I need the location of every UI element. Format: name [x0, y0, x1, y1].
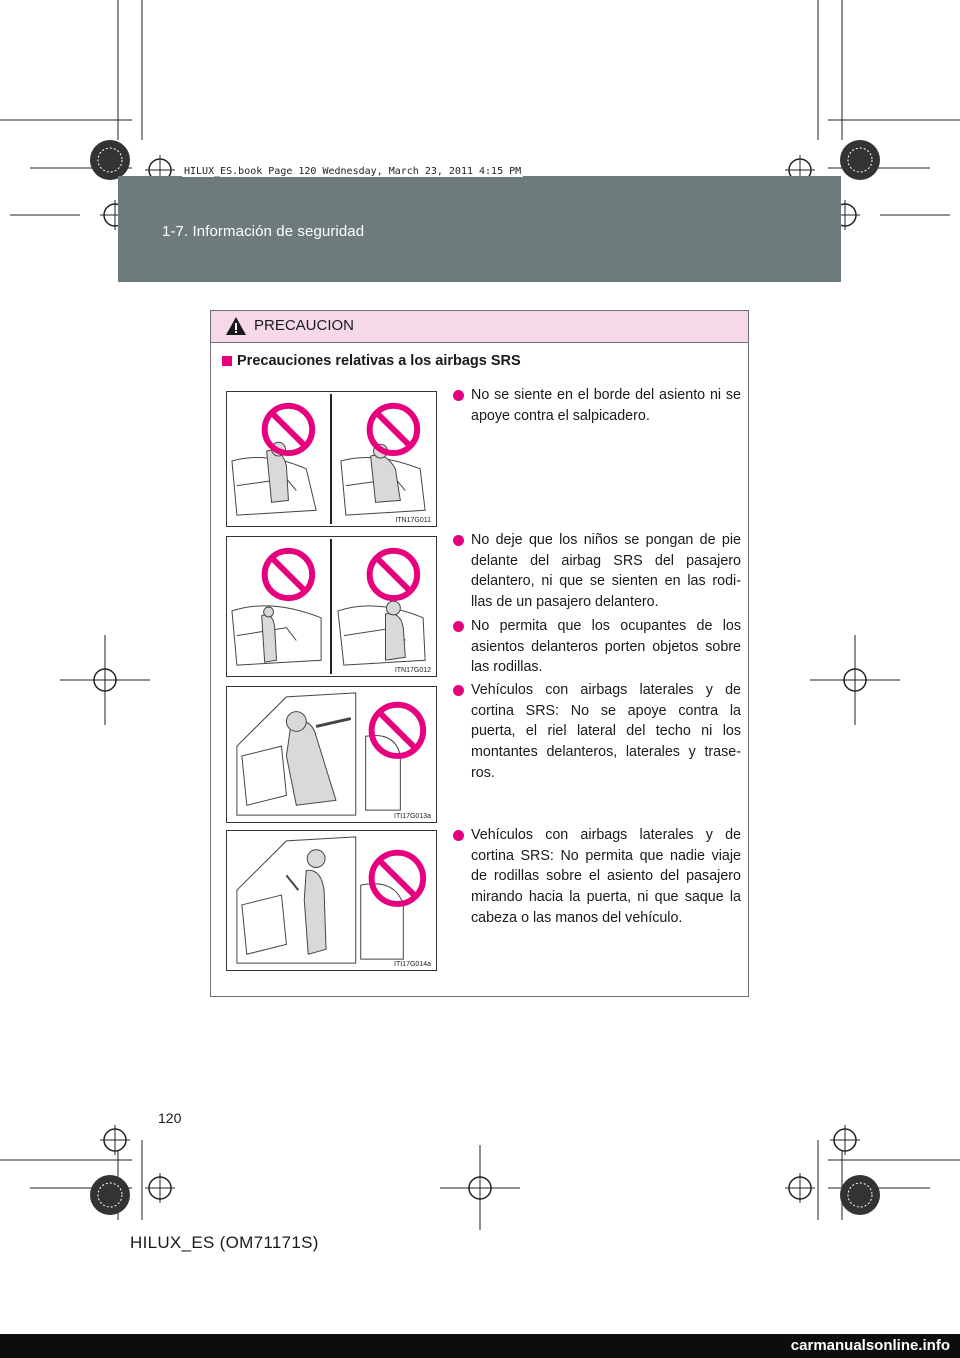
footer-code: HILUX_ES (OM71171S) — [130, 1233, 319, 1252]
illustration-leaning-door — [226, 686, 437, 823]
section-header-band — [118, 176, 841, 282]
prohibited-icon — [372, 853, 424, 904]
watermark: carmanualsonline.info — [0, 1334, 960, 1358]
prohibited-icon — [265, 406, 313, 453]
illustration-code: ITI17G014a — [394, 961, 431, 968]
bullet-dot-icon — [453, 390, 464, 401]
bullet-dot-icon — [453, 621, 464, 632]
caution-subheading — [222, 353, 521, 369]
bullet-text: Vehículos con airbags laterales y de cortina SRS: No permita que nadie viaje de rodillas sobre el asiento del pasajero mirando hacia la puerta, ni que saque la cabeza o las manos del vehículo. — [471, 827, 741, 926]
bullet-dot-icon — [453, 830, 464, 841]
illustration-code: ITN17G012 — [394, 667, 431, 674]
prohibited-icon — [370, 406, 418, 453]
bullet-dot-icon — [453, 685, 464, 696]
page-number: 120 — [158, 1110, 182, 1126]
bullet-item — [453, 385, 741, 426]
illustration-code: ITI17G013a — [394, 813, 431, 820]
bullet-item — [453, 616, 741, 678]
prohibited-icon — [370, 551, 418, 598]
bullet-item — [453, 530, 741, 613]
bullet-text: No deje que los niños se pongan de pie delante del airbag SRS del pasajero delantero, ni que se sienten en las rodi-llas de un pasajero delantero. — [471, 532, 741, 611]
bullet-dot-icon — [453, 535, 464, 546]
illustration-code: ITN17G011 — [395, 517, 431, 524]
caution-header — [211, 311, 748, 343]
bullet-item — [453, 680, 741, 784]
print-slug: HILUX_ES.book Page 120 Wednesday, March 23, 2011 4:15 PM — [184, 166, 522, 177]
section-title: 1-7. Información de seguridad — [162, 223, 365, 240]
prohibited-icon — [265, 551, 313, 598]
caution-label: PRECAUCION — [254, 317, 355, 334]
illustration-seat-edge — [226, 391, 437, 527]
illustration-child-standing — [226, 536, 437, 677]
bullet-text: No permita que los ocupantes de los asientos delanteros porten objetos sobre las rodillas. — [471, 618, 741, 676]
bullet-text: No se siente en el borde del asiento ni se apoye contra el salpicadero. — [471, 387, 741, 424]
warning-triangle-icon — [225, 316, 247, 336]
square-bullet-icon — [222, 356, 232, 366]
subheading-text: Precauciones relativas a los airbags SRS — [237, 353, 521, 369]
bullet-item — [453, 825, 741, 929]
illustration-kneeling-seat — [226, 830, 437, 971]
bullet-text: Vehículos con airbags laterales y de cortina SRS: No se apoye contra la puerta, el riel lateral del techo ni los montantes delanteros, laterales y trase-ros. — [471, 682, 741, 781]
